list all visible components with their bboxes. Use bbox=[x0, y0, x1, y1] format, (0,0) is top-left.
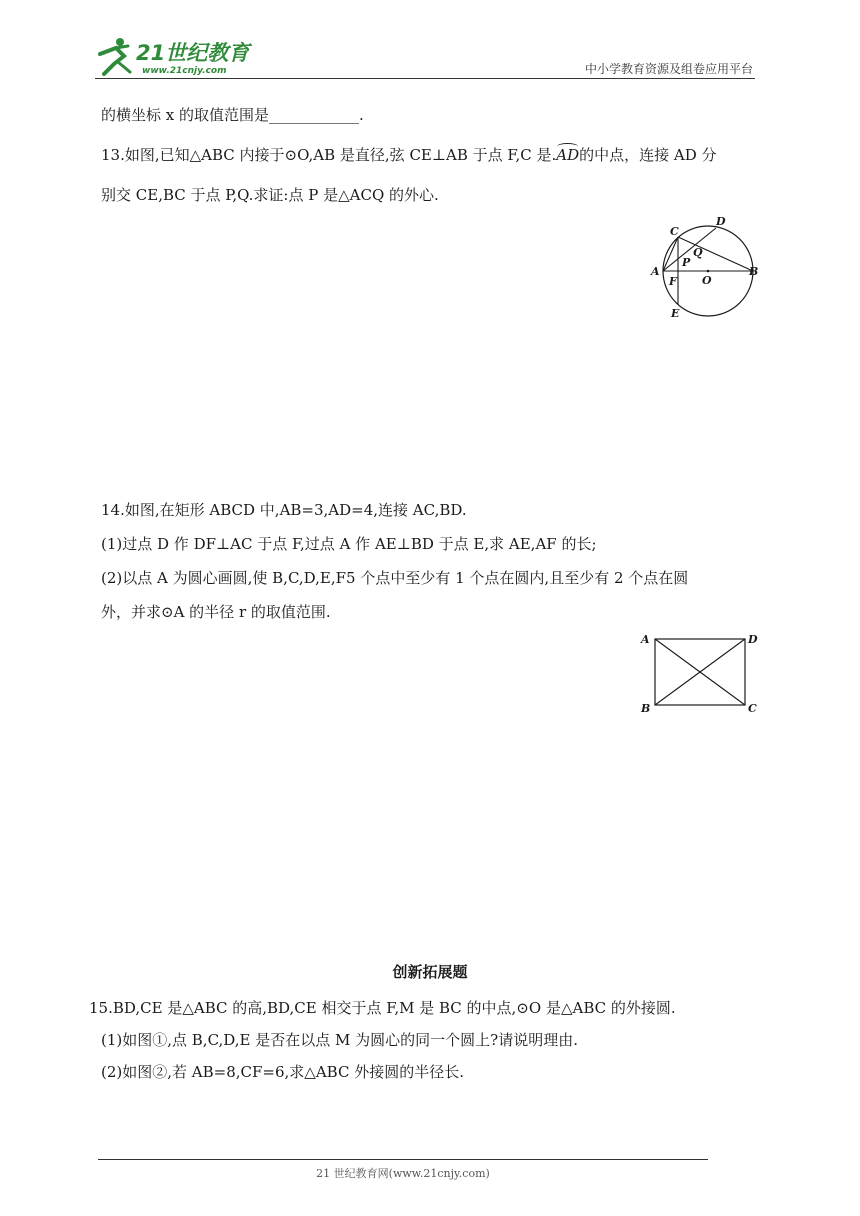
logo-text: 21世纪教育 bbox=[136, 41, 250, 65]
fig13-label-F: F bbox=[669, 275, 677, 288]
fig14-label-B: B bbox=[641, 702, 651, 715]
q15-line2: (1)如图①,点 B,C,D,E 是否在以点 M 为圆心的同一个圆上?请说明理由. bbox=[101, 1031, 578, 1049]
logo-url: www.21cnjy.com bbox=[142, 66, 227, 76]
fig13-label-Q: Q bbox=[693, 246, 703, 259]
fig13-label-C: C bbox=[670, 225, 679, 238]
q14-line2: (1)过点 D 作 DF⊥AC 于点 F,过点 A 作 AE⊥BD 于点 E,求 AE,AF 的长; bbox=[101, 535, 597, 553]
q13-line1 bbox=[101, 145, 717, 165]
fig13-label-P: P bbox=[682, 256, 691, 269]
fig14-label-D: D bbox=[748, 633, 758, 646]
q14-line1: 14.如图,在矩形 ABCD 中,AB=3,AD=4,连接 AC,BD. bbox=[101, 501, 467, 519]
q13-line1-pre: 13.如图,已知△ABC 内接于⊙O,AB 是直径,弦 CE⊥AB 于点 F,C 是. bbox=[101, 146, 557, 164]
runner-icon bbox=[100, 38, 130, 74]
q14-line4: 外，并求⊙A 的半径 r 的取值范围. bbox=[101, 603, 331, 621]
q13-line2: 别交 CE,BC 于点 P,Q.求证:点 P 是△ACQ 的外心. bbox=[101, 186, 439, 204]
footer-divider bbox=[98, 1159, 708, 1160]
q15-line1: 15.BD,CE 是△ABC 的高,BD,CE 相交于点 F,M 是 BC 的中点,⊙O 是△ABC 的外接圆. bbox=[89, 999, 676, 1017]
q15-line3: (2)如图②,若 AB=8,CF=6,求△ABC 外接圆的半径长. bbox=[101, 1063, 464, 1081]
section-title: 创新拓展题 bbox=[392, 963, 468, 981]
site-logo bbox=[94, 34, 264, 78]
fig14-label-A: A bbox=[641, 633, 650, 646]
fig14-label-C: C bbox=[748, 702, 757, 715]
fig13-label-E: E bbox=[671, 307, 680, 320]
footer-link[interactable]: 21 世纪教育网(www.21cnjy.com) bbox=[316, 1167, 490, 1180]
header-divider bbox=[95, 78, 755, 79]
q14-line3: (2)以点 A 为圆心画圆,使 B,C,D,E,F5 个点中至少有 1 个点在圆内,且至少有 2 个点在圆 bbox=[101, 569, 689, 587]
figure-14-rectangle bbox=[638, 628, 764, 718]
fig13-label-O: O bbox=[702, 274, 712, 287]
fig13-label-D: D bbox=[716, 215, 726, 228]
arc-ad: AD bbox=[556, 146, 580, 164]
figure-13-circle bbox=[648, 214, 766, 320]
fig13-label-A: A bbox=[651, 265, 660, 278]
site-name: 中小学教育资源及组卷应用平台 bbox=[584, 62, 753, 76]
q12-tail: 的横坐标 x 的取值范围是____________. bbox=[101, 106, 364, 124]
q13-line1-post: 的中点，连接 AD 分 bbox=[579, 146, 717, 164]
fig13-label-B: B bbox=[749, 265, 759, 278]
